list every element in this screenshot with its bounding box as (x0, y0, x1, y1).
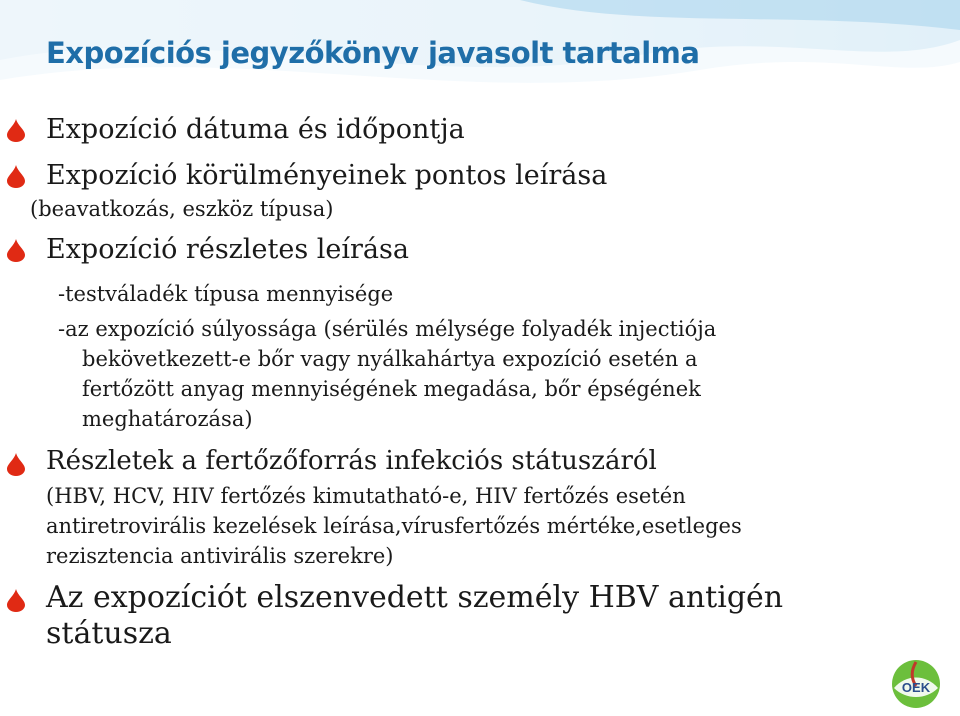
list-item: Részletek a fertőzőforrás infekciós státuszáról (46, 446, 657, 476)
list-item: antiretrovirális kezelések leírása,vírusfertőzés mértéke,esetleges (46, 514, 742, 538)
list-item: -testváladék típusa mennyisége (58, 282, 394, 306)
oek-logo (886, 656, 946, 712)
list-item: bekövetkezett-e bőr vagy nyálkahártya expozíció esetén a (82, 347, 698, 371)
list-item: (HBV, HCV, HIV fertőzés kimutatható-e, HIV fertőzés esetén (46, 484, 686, 508)
slide-title: Expozíciós jegyzőkönyv javasolt tartalma (46, 36, 700, 70)
logo-label: OEK (901, 680, 931, 695)
list-item: Expozíció dátuma és időpontja (46, 114, 465, 145)
list-item: Az expozíciót elszenvedett személy HBV antigén (46, 580, 784, 615)
list-item: fertőzött anyag mennyiségének megadása, bőr épségének (82, 377, 701, 401)
list-item: -az expozíció súlyossága (sérülés mélysége folyadék injectiója (58, 317, 717, 341)
list-item: Expozíció részletes leírása (46, 234, 409, 265)
list-item: (beavatkozás, eszköz típusa) (30, 197, 334, 221)
list-item: meghatározása) (82, 407, 253, 431)
list-item: státusza (46, 616, 172, 651)
list-item: Expozíció körülményeinek pontos leírása (46, 160, 608, 191)
list-item: rezisztencia antivirális szerekre) (46, 544, 394, 568)
